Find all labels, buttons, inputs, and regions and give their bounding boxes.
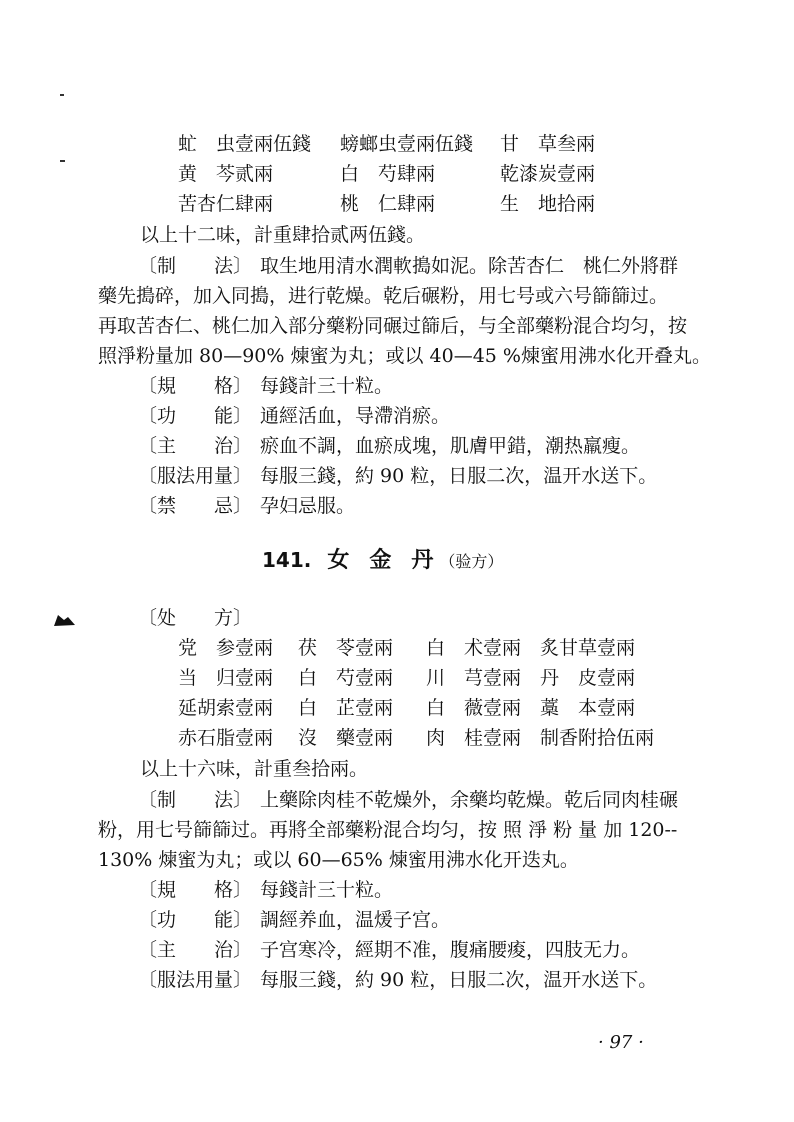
herb-item: 党 参壹兩 xyxy=(178,637,274,659)
herb-item: 制香附拾伍兩 xyxy=(540,727,655,749)
method-text: 上藥除肉桂不乾燥外，余藥均乾燥。乾后同肉桂碾 xyxy=(260,789,679,811)
herb-item: 白 芍壹兩 xyxy=(298,667,394,689)
herb-item: 茯 苓壹兩 xyxy=(298,637,394,659)
function-label: 〔功 能〕 xyxy=(138,405,253,427)
herb-item: 桃 仁肆兩 xyxy=(340,193,436,215)
dosage-text: 每服三錢，約 90 粒，日服二次，温开水送下。 xyxy=(260,465,658,487)
method-text: 取生地用清水潤軟搗如泥。除苦杏仁 桃仁外將群 xyxy=(260,255,679,277)
method-text: 130% 煉蜜为丸；或以 60—65% 煉蜜用沸水化开迭丸。 xyxy=(98,849,579,871)
herb-item: 沒 藥壹兩 xyxy=(298,727,394,749)
herb-item: 螃螂虫壹兩伍錢 xyxy=(340,133,474,155)
method-text: 再取苦杏仁、桃仁加入部分藥粉同碾过篩后，与全部藥粉混合均匀，按 xyxy=(98,315,688,337)
method-label: 〔制 法〕 xyxy=(138,789,253,811)
contraindication-label: 〔禁 忌〕 xyxy=(138,495,253,517)
formula-name: 女金丹 xyxy=(327,547,454,573)
method-text: 照淨粉量加 80—90% 煉蜜为丸；或以 40—45 %煉蜜用沸水化开叠丸。 xyxy=(98,345,711,367)
contraindication-text: 孕妇忌服。 xyxy=(260,495,356,517)
total-weight-line: 以上十六味，計重叁拾兩。 xyxy=(140,758,369,780)
herb-item: 当 归壹兩 xyxy=(178,667,274,689)
herb-item: 白 芷壹兩 xyxy=(298,697,394,719)
spec-text: 每錢計三十粒。 xyxy=(260,879,394,901)
dosage-label: 〔服法用量〕 xyxy=(138,465,253,487)
herb-item: 赤石脂壹兩 xyxy=(178,727,274,749)
margin-dot-mark xyxy=(60,160,65,162)
herb-item: 黄 芩贰兩 xyxy=(178,163,274,185)
indication-text: 瘀血不調，血瘀成塊，肌膚甲錯，潮热羸瘦。 xyxy=(260,435,641,457)
indication-label: 〔主 治〕 xyxy=(138,435,253,457)
function-text: 通經活血，导滯消瘀。 xyxy=(260,405,451,427)
herb-item: 甘 草叁兩 xyxy=(500,133,596,155)
herb-item: 延胡索壹兩 xyxy=(178,697,274,719)
method-text: 藥先搗碎，加入同搗，进行乾燥。乾后碾粉，用七号或六号篩篩过。 xyxy=(98,285,669,307)
herb-item: 肉 桂壹兩 xyxy=(426,727,522,749)
page-number: · 97 · xyxy=(598,1032,644,1053)
indication-text: 子宫寒冷，經期不准，腹痛腰痠，四肢无力。 xyxy=(260,939,641,961)
function-label: 〔功 能〕 xyxy=(138,909,253,931)
margin-flag-mark xyxy=(54,612,76,631)
herb-item: 炙甘草壹兩 xyxy=(540,637,636,659)
herb-item: 白 术壹兩 xyxy=(426,637,522,659)
herb-item: 乾漆炭壹兩 xyxy=(500,163,596,185)
spec-label: 〔規 格〕 xyxy=(138,375,253,397)
margin-dot-mark xyxy=(60,94,64,96)
herb-item: 虻 虫壹兩伍錢 xyxy=(178,133,312,155)
formula-title xyxy=(262,546,503,576)
formula-number: 141. xyxy=(262,548,312,572)
herb-item: 丹 皮壹兩 xyxy=(540,667,636,689)
herb-item: 藁 本壹兩 xyxy=(540,697,636,719)
prescription-label: 〔处 方〕 xyxy=(138,607,253,629)
herb-item: 苦杏仁肆兩 xyxy=(178,193,274,215)
dosage-label: 〔服法用量〕 xyxy=(138,969,253,991)
dosage-text: 每服三錢，約 90 粒，日服二次，温开水送下。 xyxy=(260,969,658,991)
indication-label: 〔主 治〕 xyxy=(138,939,253,961)
total-weight-line: 以上十二味，計重肆拾贰两伍錢。 xyxy=(140,224,426,246)
method-label: 〔制 法〕 xyxy=(138,255,253,277)
herb-item: 白 芍肆兩 xyxy=(340,163,436,185)
herb-item: 川 芎壹兩 xyxy=(426,667,522,689)
formula-source-note: （验方） xyxy=(439,552,504,571)
spec-text: 每錢計三十粒。 xyxy=(260,375,394,397)
herb-item: 生 地拾兩 xyxy=(500,193,596,215)
method-text: 粉，用七号篩篩过。再將全部藥粉混合均匀，按 照 淨 粉 量 加 120-- xyxy=(98,819,678,841)
function-text: 調經养血，温煖子宫。 xyxy=(260,909,451,931)
herb-item: 白 薇壹兩 xyxy=(426,697,522,719)
spec-label: 〔規 格〕 xyxy=(138,879,253,901)
